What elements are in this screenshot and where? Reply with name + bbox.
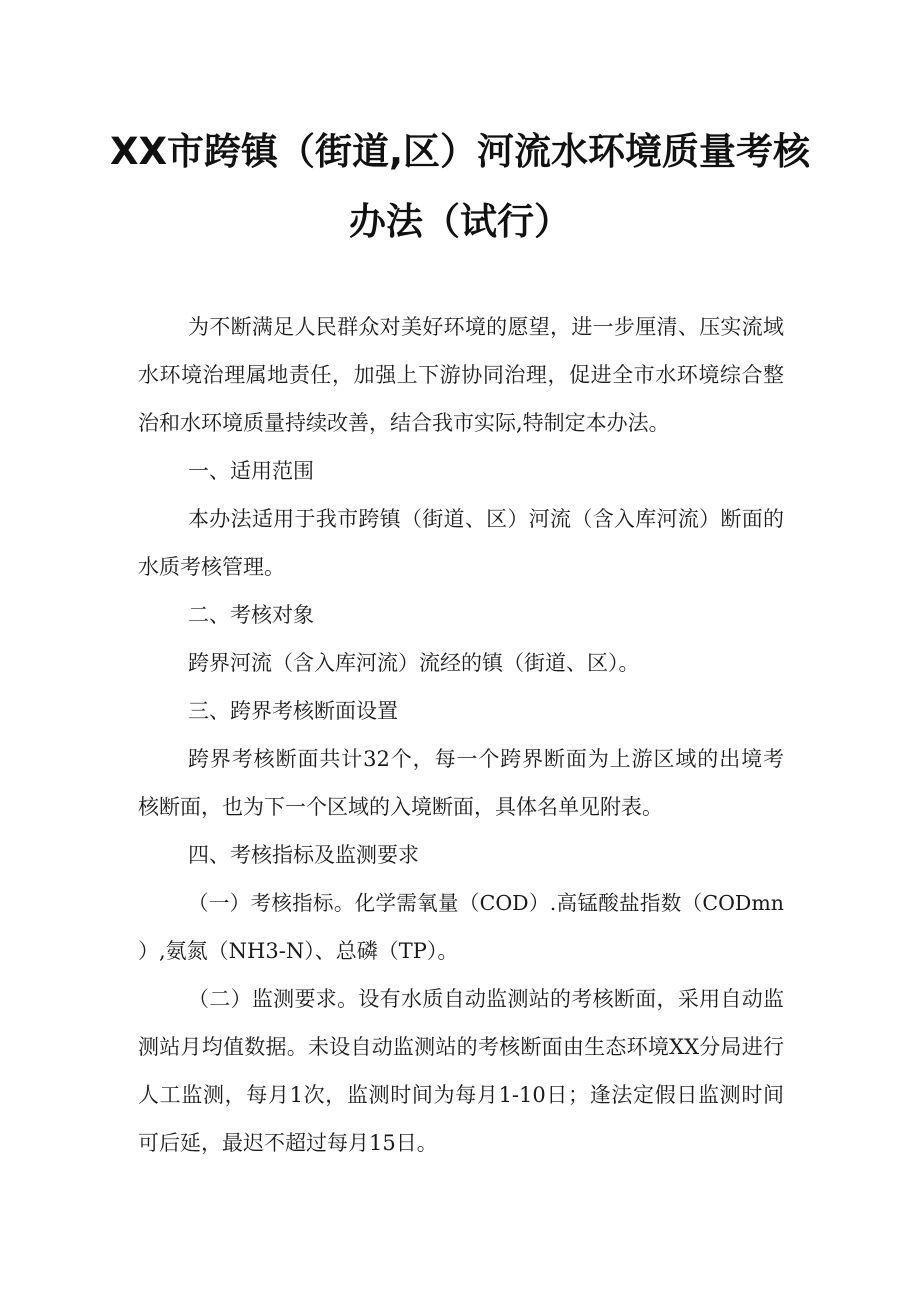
paragraph-monitoring-line-1: （二）监测要求。设有水质自动监测站的考核断面，采用自动监 — [188, 987, 784, 1011]
paragraph-intro-line-1: 为不断满足人民群众对美好环境的愿望，进一步厘清、压实流域 — [188, 315, 784, 339]
section-heading-indicators: 四、考核指标及监测要求 — [188, 843, 419, 867]
paragraph-targets-line-1: 跨界河流（含入库河流）流经的镇（街道、区）。 — [188, 651, 640, 675]
document-title-line-1: XX市跨镇（街道,区）河流水环境质量考核 — [109, 130, 811, 173]
paragraph-scope-line-1: 本办法适用于我市跨镇（街道、区）河流（含入库河流）断面的 — [188, 507, 784, 531]
section-heading-scope: 一、适用范围 — [188, 459, 314, 483]
paragraph-monitoring-line-3: 人工监测，每月1次，监测时间为每月1-10日；逢法定假日监测时间 — [138, 1083, 784, 1107]
paragraph-scope-line-2: 水质考核管理。 — [138, 555, 285, 579]
document-title-line-2: 办法（试行） — [349, 200, 571, 243]
section-heading-targets: 二、考核对象 — [188, 603, 314, 627]
paragraph-monitoring-line-4: 可后延，最迟不超过每月15日。 — [138, 1131, 438, 1155]
paragraph-indicators-line-1: （一）考核指标。化学需氧量（COD）.高锰酸盐指数（CODmn — [188, 891, 784, 915]
section-heading-sections: 三、跨界考核断面设置 — [188, 699, 398, 723]
paragraph-intro-line-3: 治和水环境质量持续改善，结合我市实际,特制定本办法。 — [138, 411, 670, 435]
paragraph-indicators-line-2: ）,氨氮（NH3-N）、总磷（TP）。 — [138, 939, 459, 963]
paragraph-intro-line-2: 水环境治理属地责任，加强上下游协同治理，促进全市水环境综合整 — [138, 363, 784, 387]
paragraph-sections-line-1: 跨界考核断面共计32个，每一个跨界断面为上游区域的出境考 — [188, 747, 784, 771]
paragraph-monitoring-line-2: 测站月均值数据。未设自动监测站的考核断面由生态环境XX分局进行 — [138, 1035, 784, 1059]
paragraph-sections-line-2: 核断面，也为下一个区域的入境断面，具体名单见附表。 — [138, 795, 663, 819]
